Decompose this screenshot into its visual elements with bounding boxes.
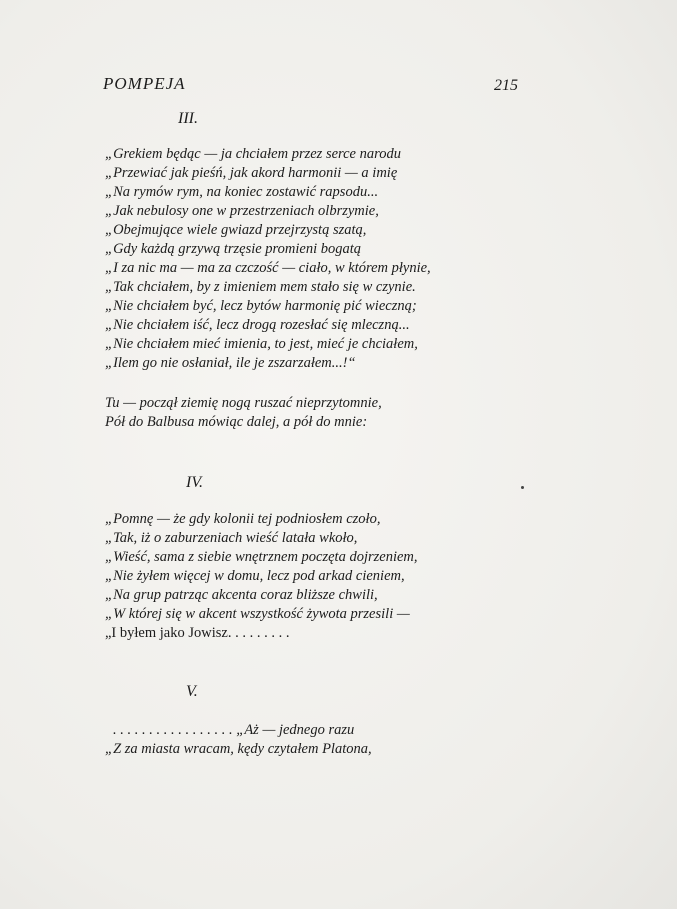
verse-line: „Nie chciałem mieć imienia, to jest, mieć je chciałem, (105, 336, 418, 352)
stanza-v-1 (105, 721, 372, 759)
stanza-iii-2 (105, 394, 382, 432)
verse-line: „Wieść, sama z siebie wnętrznem poczęta dojrzeniem, (105, 549, 418, 565)
verse-line: „Ilem go nie osłaniał, ile je zszarzałem...!“ (105, 355, 356, 371)
ink-dot (521, 486, 524, 489)
verse-line: „Tak, iż o zaburzeniach wieść latała wkoło, (105, 530, 358, 546)
verse-line: „Pomnę — że gdy kolonii tej podniosłem czoło, (105, 511, 381, 527)
verse-line: „I za nic ma — ma za czczość — ciało, w którem płynie, (105, 260, 431, 276)
verse-line: „Nie chciałem iść, lecz drogą rozesłać się mleczną... (105, 317, 410, 333)
section-heading-v: V. (186, 683, 198, 700)
verse-line: Pół do Balbusa mówiąc dalej, a pół do mnie: (105, 414, 368, 430)
verse-line: „Z za miasta wracam, kędy czytałem Platona, (105, 741, 372, 757)
verse-line: „Na rymów rym, na koniec zostawić rapsodu... (105, 184, 379, 200)
verse-line: „Gdy każdą grzywą trzęsie promieni bogatą (105, 241, 362, 257)
page-number: 215 (494, 77, 518, 94)
verse-line: „Przewiać jak pieśń, jak akord harmonii — a imię (105, 165, 398, 181)
verse-line: „Obejmujące wiele gwiazd przejrzystą szatą, (105, 222, 367, 238)
verse-line: Tu — począł ziemię nogą ruszać nieprzytomnie, (105, 395, 382, 411)
section-heading-iii: III. (178, 110, 198, 127)
stanza-iii-1 (105, 145, 431, 373)
verse-line: „Jak nebulosy one w przestrzeniach olbrzymie, (105, 203, 379, 219)
verse-line: „Tak chciałem, by z imieniem mem stało się w czynie. (105, 279, 416, 295)
verse-line: „Nie żyłem więcej w domu, lecz pod arkad cieniem, (105, 568, 405, 584)
running-head-title: POMPEJA (103, 74, 186, 93)
verse-line: „I byłem jako Jowisz. . . . . . . . . (105, 625, 290, 641)
section-heading-iv: IV. (186, 474, 204, 491)
verse-line: „W której się w akcent wszystkość żywota przesili — (105, 606, 410, 622)
verse-line: . . . . . . . . . . . . . . . . . „Aż — jednego razu (113, 722, 355, 738)
verse-line: „Grekiem będąc — ja chciałem przez serce narodu (105, 146, 401, 162)
verse-line: „Na grup patrząc akcenta coraz bliższe chwili, (105, 587, 378, 603)
stanza-iv-1 (105, 510, 418, 643)
verse-line: „Nie chciałem być, lecz bytów harmonię pić wieczną; (105, 298, 417, 314)
